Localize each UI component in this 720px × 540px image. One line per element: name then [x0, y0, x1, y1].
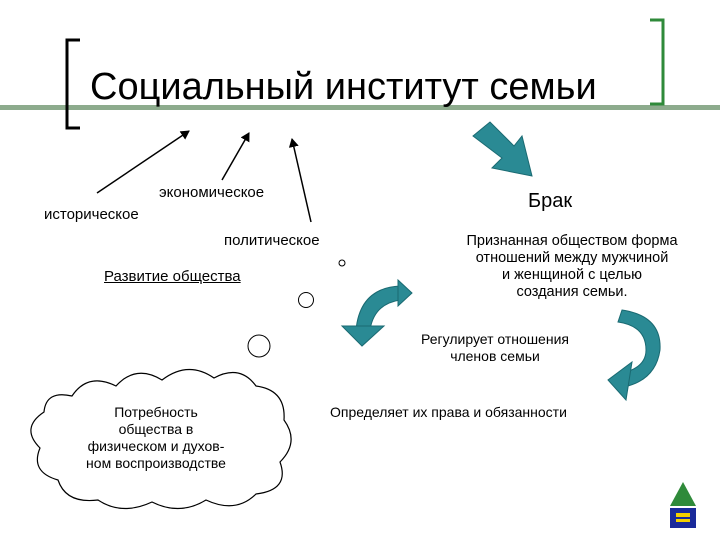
label-economic: экономическое: [159, 184, 265, 201]
cloud-text: [48, 404, 264, 472]
definition-line: отношений между мужчиной: [475, 250, 669, 266]
determines-text: Определяет их права и обязанности: [330, 404, 567, 420]
definition-line: создания семьи.: [516, 284, 628, 300]
label-political: политическое: [224, 232, 320, 249]
cloud-line: физическом и духов-: [87, 438, 225, 454]
curved-arrow-right: [608, 310, 660, 400]
label-historical: историческое: [44, 206, 139, 223]
thought-bubble-large: [248, 335, 270, 357]
regulates-text: [400, 331, 590, 365]
definition-line: Признанная обществом форма: [466, 233, 678, 249]
regulates-line: членов семьи: [450, 348, 540, 364]
left-title-bracket: [67, 40, 80, 128]
arrow-political: [292, 139, 311, 222]
home-nav-icon[interactable]: [670, 482, 696, 528]
definition-line: и женщиной с целью: [501, 267, 643, 283]
marriage-definition: [442, 233, 702, 301]
thought-bubble-medium: [299, 293, 314, 308]
slide-title: Социальный институт семьи: [90, 66, 597, 108]
arrow-economic: [222, 133, 249, 180]
arrow-to-marriage: [473, 122, 532, 176]
label-marriage: Брак: [528, 190, 573, 212]
label-development: Развитие общества: [104, 268, 241, 285]
cloud-line: общества в: [118, 421, 194, 437]
cloud-line: Потребность: [114, 404, 198, 420]
cloud-line: ном воспроизводстве: [86, 455, 226, 471]
right-title-bracket: [650, 20, 663, 104]
regulates-line: Регулирует отношения: [421, 331, 569, 347]
thought-bubble-small: [339, 260, 345, 266]
